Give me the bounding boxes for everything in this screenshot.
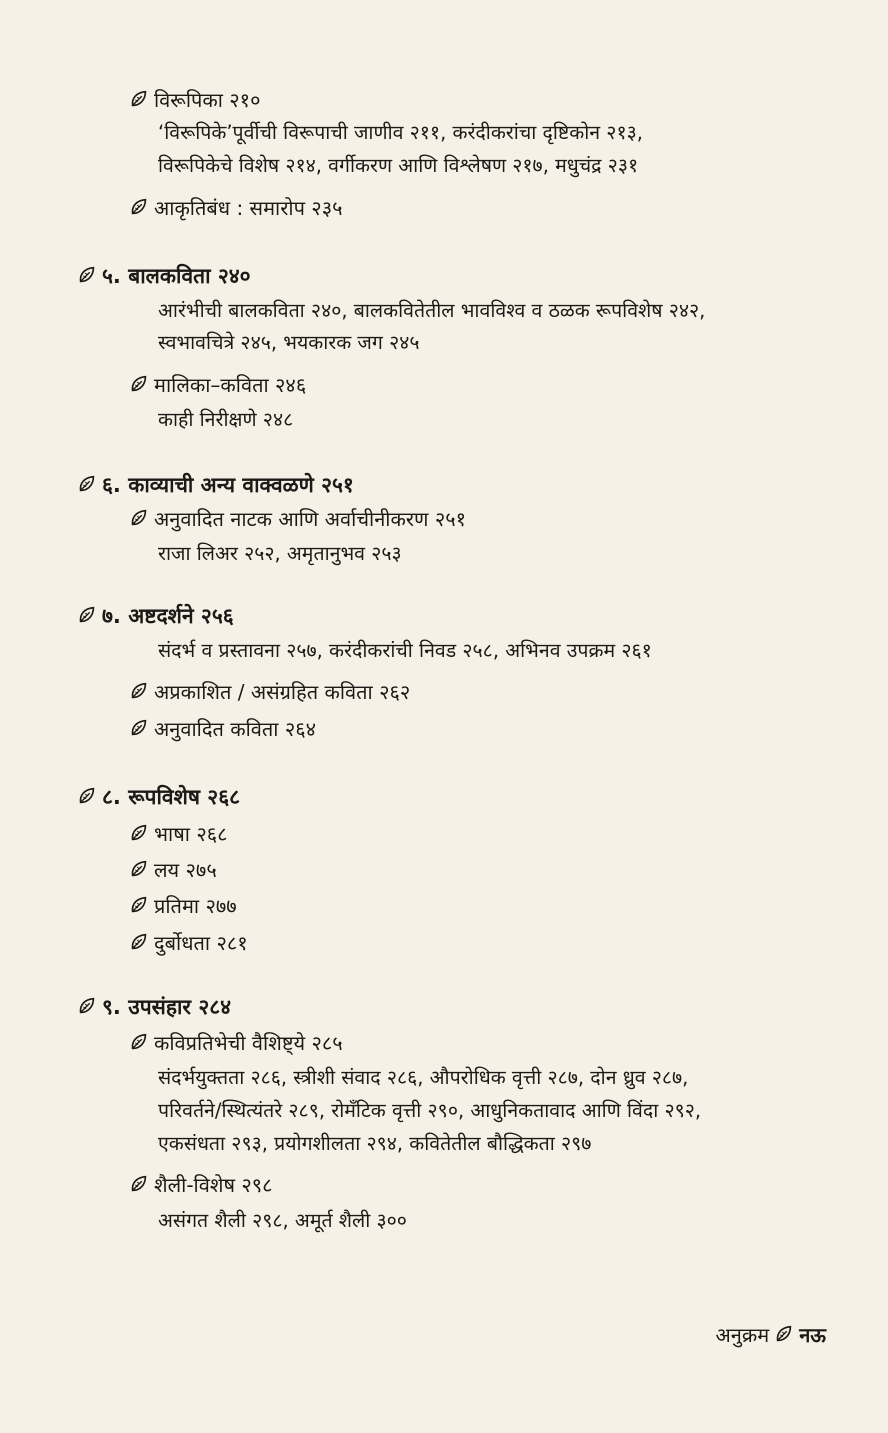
- chapter-heading: ९. उपसंहार २८४: [76, 993, 231, 1021]
- toc-subentry: दुर्बोधता २८१: [128, 929, 248, 956]
- leaf-icon: [128, 196, 150, 218]
- leaf-icon: [128, 717, 150, 739]
- leaf-icon: [128, 858, 150, 880]
- toc-subentry: कविप्रतिभेची वैशिष्ट्ये २८५: [128, 1029, 343, 1056]
- toc-detail-line: स्वभावचित्रे २४५, भयकारक जग २४५: [158, 331, 420, 354]
- toc-detail-line: राजा लिअर २५२, अमृतानुभव २५३: [158, 542, 402, 565]
- toc-subentry: शैली-विशेष २९८: [128, 1171, 273, 1198]
- toc-detail-line: संदर्भ व प्रस्तावना २५७, करंदीकरांची निवड २५८, अभिनव उपक्रम २६१: [158, 639, 652, 662]
- toc-subentry: अप्रकाशित / असंग्रहित कविता २६२: [128, 678, 410, 705]
- toc-subentry: आकृतिबंध : समारोप २३५: [128, 194, 343, 221]
- leaf-icon: [76, 264, 98, 286]
- toc-subentry: अनुवादित कविता २६४: [128, 715, 316, 742]
- toc-detail-line: संदर्भयुक्तता २८६, स्त्रीशी संवाद २८६, औपरोधिक वृत्ती २८७, दोन ध्रुव २८७,: [158, 1066, 689, 1089]
- footer-label: अनुक्रम: [715, 1323, 770, 1347]
- toc-subentry: लय २७५: [128, 856, 217, 883]
- chapter-heading: ८. रूपविशेष २६८: [76, 783, 240, 811]
- chapter-heading: ६. काव्याची अन्य वाक्वळणे २५१: [76, 471, 354, 499]
- toc-detail-line: विरूपिकेचे विशेष २१४, वर्गीकरण आणि विश्लेषण २१७, मधुचंद्र २३१: [158, 154, 639, 177]
- leaf-icon: [128, 894, 150, 916]
- toc-subentry: प्रतिमा २७७: [128, 892, 237, 919]
- leaf-icon: [76, 604, 98, 626]
- chapter-heading: ५. बालकविता २४०: [76, 262, 251, 290]
- toc-subentry: भाषा २६८: [128, 820, 228, 847]
- toc-detail-line: काही निरीक्षणे २४८: [158, 408, 294, 431]
- page-number: नऊ: [799, 1323, 826, 1347]
- leaf-icon: [773, 1323, 795, 1345]
- leaf-icon: [128, 373, 150, 395]
- toc-detail-line: ‘विरूपिके’पूर्वीची विरूपाची जाणीव २११, करंदीकरांचा दृष्टिकोन २१३,: [158, 121, 643, 144]
- leaf-icon: [128, 88, 150, 110]
- toc-detail-line: आरंभीची बालकविता २४०, बालकवितेतील भावविश्व व ठळक रूपविशेष २४२,: [158, 299, 706, 322]
- toc-detail-line: परिवर्तने/स्थित्यंतरे २८९, रोमँटिक वृत्ती २९०, आधुनिकतावाद आणि विंदा २९२,: [158, 1099, 702, 1122]
- leaf-icon: [128, 1173, 150, 1195]
- toc-subentry: मालिका–कविता २४६: [128, 371, 306, 398]
- leaf-icon: [128, 931, 150, 953]
- toc-detail-line: असंगत शैली २९८, अमूर्त शैली ३००: [158, 1209, 407, 1232]
- leaf-icon: [76, 473, 98, 495]
- chapter-heading: ७. अष्टदर्शने २५६: [76, 602, 234, 630]
- page-footer: [715, 1321, 826, 1348]
- leaf-icon: [128, 680, 150, 702]
- toc-subentry: अनुवादित नाटक आणि अर्वाचीनीकरण २५१: [128, 505, 466, 532]
- leaf-icon: [128, 1031, 150, 1053]
- leaf-icon: [128, 822, 150, 844]
- toc-detail-line: एकसंधता २९३, प्रयोगशीलता २९४, कवितेतील बौद्धिकता २९७: [158, 1132, 592, 1155]
- leaf-icon: [76, 785, 98, 807]
- toc-subentry: विरूपिका २१०: [128, 86, 260, 113]
- leaf-icon: [76, 995, 98, 1017]
- leaf-icon: [128, 507, 150, 529]
